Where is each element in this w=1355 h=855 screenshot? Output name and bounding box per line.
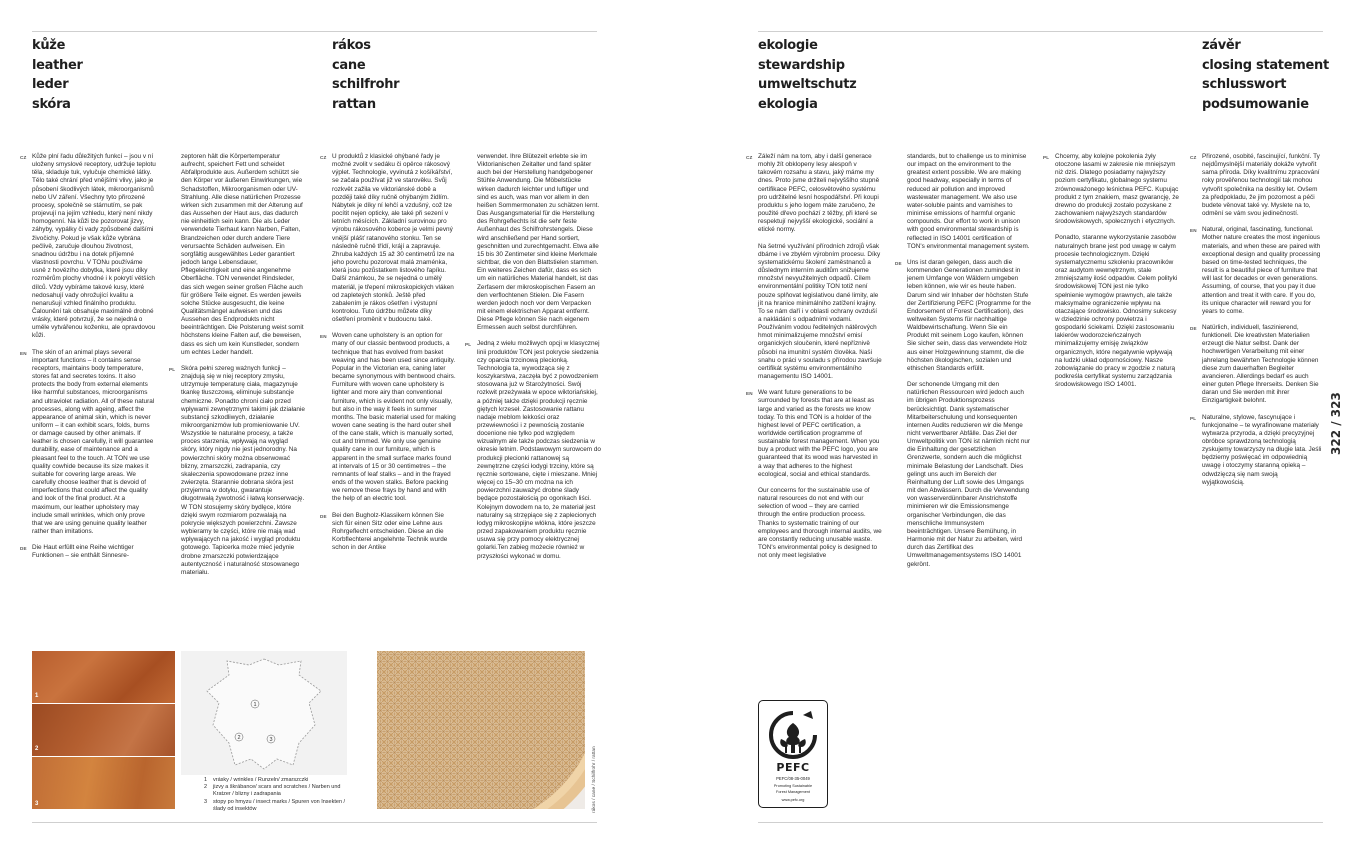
diagram-number-3: 3 xyxy=(269,737,273,743)
leather-number-1: 1 xyxy=(35,693,39,699)
rattan-caption: rákos / cane / Schilfrohr / rattan xyxy=(592,746,597,813)
legend-item: 2 jizvy a škrábance/ scars and scratches / Narben und Kratzer / blizny i zadrapania xyxy=(204,784,341,798)
language-tag: DE xyxy=(20,546,27,552)
paragraph-text: Woven cane upholstery is an option for many of our classic bentwood products, a technique that has evolved from basket weaving and has been used since antiquity. Popular in the Victorian era, caning later became synonymous with bentwood chairs. Furniture with woven cane upholstery is lighter and more airy than conventional furniture, which is evident not only visually, but also in the way it feels in summer months. The basic material used for making woven cane seating is the hard outer shell of the cane stalk, which is manually sorted, cut and trimmed. We only use genuine quality cane in our furniture, which is apparent in the small surface marks found at intervals of 15 or 30 centimetres – the remnants of leaf stalks – and in the frayed ends of the woven stalks. Before packing we remove these frays by hand and with the help of an electric tool. xyxy=(332,332,456,503)
paragraph xyxy=(320,511,456,553)
text-column-ecology-1 xyxy=(746,153,882,568)
paragraph xyxy=(907,153,1031,251)
paragraph-text: We want future generations to be surrounded by forests that are at least as large and varied as the forests we know today. To this end TON is a holder of the highest level of PEFC certification, a worldwide certification programme of sustainable forest management. When you buy a product with the PEFC logo, you are guaranteed that its wood was harvested in a way that adheres to the highest ecological, social and ethical standards. xyxy=(758,389,880,478)
pefc-brand: PEFC xyxy=(776,761,810,774)
paragraph xyxy=(1055,234,1179,389)
pefc-tree-icon xyxy=(767,709,819,761)
language-tag: CZ xyxy=(320,155,327,160)
paragraph-text: verwendet. Ihre Blütezeit erlebte sie im Viktorianischen Zeitalter und fand später auch bei der Herstellung handgebogener Stühle Anwendung. Die Möbelstücke wirken dadurch leichter und luftiger und sind es auch, was man vor allem in den heißen Sommermonaten zu schätzen lernt. Das Ausgangsmaterial für die Herstellung des Rohrgeflechts ist die sehr feste Außenhaut des Schilfrohrstengels. Diese wird anschließend per Hand sortiert, geschnitten und zurechtgemacht. Etwa alle 15 bis 30 Zentimeter sind kleine Merkmale sichtbar, die von den Blattstielen stammen. Ein weiteres Zeichen dafür, dass es sich um ein natürliches Material handelt, ist das Zerfasern der mikroskopischen Fasern an den verflochtenen Stielen. Die Fasern werden jedoch noch vor dem Verpacken mit einem elektrischen Apparat entfernt. Diese Pflege können Sie nach eigenem Ermessen auch selbst durchführen. xyxy=(477,153,600,332)
paragraph xyxy=(1190,226,1322,316)
leather-number-3: 3 xyxy=(35,801,39,807)
page-numbers: 322 / 323 xyxy=(1329,392,1343,455)
paragraph-text: Záleží nám na tom, aby i další generace mohly žít obklopeny lesy alespoň v takovém rozsahu a stavu, jaký máme my dnes. Proto jsme držiteli nejvyššího stupně certifikace PEFC, celosvětového systému pro udržitelné lesní hospodářství. Při koupi produktu s jeho logem máte zaručeno, že použité dřevo pochází z těžby, při které se respektují nejvyšší ekologické, sociální a etické normy. xyxy=(758,153,880,234)
leather-legend xyxy=(204,777,354,813)
paragraph-text: Na šetrné využívání přírodních zdrojů však dbáme i ve zbylém výrobním procesu. Díky systematickému školení zaměstnanců a důslednym interním auditům snižujeme množství nevyužitelných odpadů. Cílem environmentální politiky TON totiž není pouze splňovat legislativou dané limity, ale jít na hranice minimálního zatížení krajiny. To se nám daří i v oblasti ochrany ovzduší a nakládání s odpadními vodami. Používáním vodou ředitelných nátěrových hmot minimalizujeme množství emisí organických sloučenin, které nepříznivě působí na imunitní systém člověka. Naši snahu o práci v souladu s přírodou završuje certifikát systému environmentálního managementu ISO 14001. xyxy=(758,242,882,381)
top-rule-left xyxy=(32,31,597,32)
text-column-leather-2 xyxy=(169,153,305,585)
language-tag: CZ xyxy=(1190,155,1197,160)
language-tag: DE xyxy=(320,513,327,519)
text-column-cane-1 xyxy=(320,153,456,560)
language-tag: PL xyxy=(1043,155,1050,160)
heading-leather: kůže leather leder skóra xyxy=(32,38,83,112)
paragraph xyxy=(320,332,456,503)
paragraph-text: Our concerns for the sustainable use of natural resources do not end with our selection of wood – they are carried through the entire production process. Thanks to systematic training of our employees and thorough internal audits, we are constantly reducing unusable waste. TON's environmental policy is designed to not only meet legislative xyxy=(758,486,882,560)
paragraph xyxy=(1190,323,1322,406)
leather-strip-2 xyxy=(32,704,175,756)
paragraph xyxy=(169,364,305,577)
paragraph xyxy=(907,381,1031,569)
paragraph xyxy=(20,348,156,537)
paragraph xyxy=(746,153,882,235)
paragraph xyxy=(895,258,1031,373)
language-tag: CZ xyxy=(20,155,27,160)
paragraph xyxy=(758,487,882,560)
paragraph-text: Naturalne, stylowe, fascynujące i funkcjonalne – te wyrafinowane materiały wytwarza przyroda, a dzięki precyzyjnej obróbce sprawdzoną technologią zyskujemy towarzyszy na długie lata. Jeśli będziemy poświęcać im odpowiednią uwagę i otoczymy staranną opieką – odwdzięczą się nam swoją wyjątkowością. xyxy=(1202,413,1322,486)
bottom-rule-right xyxy=(758,822,1323,823)
paragraph-text: standards, but to challenge us to minimise our impact on the environment to the greatest extent possible. We are making good headway, especially in terms of reduced air pollution and improved wastewater management. We also use water-soluble paints and varnishes to minimise emissions of harmful organic compounds. Our effort to work in unison with good environmental stewardship is reflected in ISO 14001 certification of TON's environmental management system. xyxy=(907,153,1030,250)
pefc-url: www.pefc.org xyxy=(781,798,805,802)
language-tag: DE xyxy=(895,260,902,266)
paragraph xyxy=(20,153,156,341)
paragraph-text: Der schonende Umgang mit den natürlichen Ressourcen wird jedoch auch im übrigen Produktionsprozess berücksichtigt. Dank systematischer Mitarbeiterschulung und konsequenten internen Audits reduzieren wir die Menge nicht verwertbarer Abfälle. Das Ziel der Umweltpolitik von TON ist nämlich nicht nur die Einhaltung der gesetzlichen Grenzwerte, sondern auch die möglichst minimale Belastung der Landschaft. Dies gelingt uns auch im Bereich der Reinhaltung der Luft sowie des Umgangs mit den Abwässern. Durch die Verwendung von wasserverdünnbarer Anstrichstoffe minimieren wir die Emissionsmenge organischer Verbindungen, die das menschliche Immunsystem beeinträchtigen. Unsere Bemühung, in Harmonie mit der Natur zu arbeiten, wird durch das Zertifikat des Umweltmanagementsystems ISO 14001 gekrönt. xyxy=(907,381,1031,568)
pefc-code: PEFC/08-35-0049 xyxy=(776,776,810,781)
paragraph xyxy=(746,389,882,479)
language-tag: CZ xyxy=(746,155,753,160)
text-column-cane-2 xyxy=(465,153,601,569)
rattan-photo xyxy=(377,651,585,809)
bottom-rule-left xyxy=(32,822,597,823)
paragraph-text: zeptoren hält die Körpertemperatur aufrecht, speichert Fett und scheidet Abfallprodukte aus. Außerdem schützt sie den Körper vor äußeren Einwirkungen, wie Schadstoffen, Mikroorganismen oder UV-Strahlung. Alle diese natürlichen Prozesse wirken sich zusammen mit der Alterung auf das Aussehen der Haut aus, das dadurch nie einheitlich sein kann. Die als Leder verwendete Tierhaut kann Narben, Falten, Brandzeichen oder durch andere Tiere verursachte Schäden aufweisen. Ein sorgfältig ausgewähltes Leder garantiert jedoch lange Lebensdauer, Pflegeleichtigkeit und eine angenehme Oberfläche. TON verwendet Rindsleder, das sich wegen seiner großen Fläche auch für größere Teile eignet. Es werden jeweils solche Stücke ausgesucht, die keine Qualitätsmängel aufweisen und das Aussehen des Endprodukts nicht beeinträchtigen. Die Polsterung weist somit höchstens kleine Falten auf, die beweisen, dass es sich um kein Kunstleder, sondern um echtes Leder handelt. xyxy=(181,153,304,356)
paragraph xyxy=(1190,413,1322,487)
heading-conclusion: závěr closing statement schlusswort podsumowanie xyxy=(1202,38,1329,112)
legend-item: 3 stopy po hmyzu / insect marks / Spuren von Insekten / ślady od insektów xyxy=(204,798,346,812)
paragraph-text: Skóra pełni szereg ważnych funkcji – znajdują się w niej receptory zmysłu, utrzymuje temperaturę ciała, magazynuje tkankę tłuszczową, eliminuje substancje chemiczne. Ponadto chroni ciało przed wpływami zewnętrznymi takimi jak działanie substancji szkodliwych, działanie mikroorganizmów lub promieniowanie UV. Wszystkie te naturalne procesy, a także proces starzenia, wpływają na wygląd skóry, który nigdy nie jest jednorodny. Na powierzchni skóry można obserwować blizny, zmarszczki, zadrapania, czy skaleczenia spowodowane przez inne zwierzęta. Starannie dobrana skóra jest przyjemna w dotyku, gwarantuje długotrwałą żywotność i łatwą konserwację. W TON stosujemy skóry bydlęce, które dzięki swym rozmiarom pozwalają na pokrycie większych powierzchni. Zawsze wybieramy te części, które nie mają wad wpływających na jakość i wygląd produktu gotowego. Tapicerka może mieć jedynie drobne zmarszczki potwierdzające autentyczność i naturalność stosowanego materiału. xyxy=(181,364,305,576)
paragraph-text: Přirozené, osobité, fascinující, funkční. Ty nejdůmyslnější materiály dokáže vytvořit sama příroda. Díky kvalitnímu zpracování roky prověřenou technologií tak mohou vytvořit společnika na desítky let. Ovšem za předpokladu, že jim pozornost a péči budete věnovat také vy. Myslete na to, odmění se vám svou jedinečností. xyxy=(1202,153,1320,218)
language-tag: PL xyxy=(169,366,176,372)
paragraph-text: Natürlich, individuell, faszinierend, funktionell. Die kreativsten Materialien erzeugt die Natur selbst. Dank der hochwertigen Verarbeitung mit einer jahrelang bewährten Technologie können diese zum dauerhaften Begleiter avancieren. Allerdings bedarf es auch einer guten Pflege Ihrerseits. Denken Sie daran und Sie werden mit ihrer Einzigartigkeit belohnt. xyxy=(1202,323,1319,405)
hide-diagram xyxy=(181,651,347,775)
leather-strip-1 xyxy=(32,651,175,703)
paragraph-text: The skin of an animal plays several important functions – it contains sense receptors, maintains body temperature, stores fat and secretes toxins. It also protects the body from external elements like harmful substances, microorganisms and ultraviolet radiation. All of these natural processes, along with ageing, affect the appearance of animal skin, which is never uniform – it can exhibit scars, folds, burns or damage caused by other animals. If leather is chosen carefully, it will guarantee durability, ease of maintenance and a pleasant feel to the touch. At TON we use quality cowhide because its size makes it suitable for covering large areas. We carefully choose leather that is devoid of imperfections that could affect the quality and look of the final product. At a maximum, our leather upholstery may include small wrinkles, which only prove that we are using genuine quality leather rather than imitations. xyxy=(32,348,155,536)
paragraph-text: Ponadto, staranne wykorzystanie zasobów naturalnych brane jest pod uwagę w całym procesie technologicznym. Dzięki systematycznemu szkoleniu pracowników oraz audytom wewnętrznym, stale zmniejszamy ilość odpadów. Celem polityki środowiskowej TON jest nie tylko spełnienie wymogów prawnych, ale także maksymalne ograniczenie wpływu na otaczające środowisko. Odnosimy sukcesy w dziedzinie ochrony powietrza i gospodarki ściekami. Dzięki zastosowaniu lakierów wodorozcieńczalnych minimalizujemy emisję związków organicznych, które negatywnie wpływają na ludzki układ odpornościowy. Nasze zobowiązanie do pracy w zgodzie z naturą podkreśla certyfikat systemu zarządzania środowiskowego ISO 14001. xyxy=(1055,234,1178,389)
paragraph-text: Bei den Bugholz-Klassikern können Sie sich für einen Sitz oder eine Lehne aus Rohrgeflecht entscheiden. Diese an die Korbflechterei angelehnte Technik wurde schon in der Antike xyxy=(332,511,448,552)
paragraph-text: Jedną z wielu możliwych opcji w klasycznej linii produktów TON jest pokrycie siedzenia czy oparcia trzcinową plecionką. Technologia ta, wywodząca się z koszykarstwa, zaczęła być z powodzeniem stosowana już w Starożytności. Swój rozkwit przeżywała w epoce wiktoriańskiej, a później także dzięki produkcji ręcznie giętych krzeseł. Zastosowanie rattanu nadaje meblom lekkości oraz przewiewności i z pewnością zostanie docenione nie tylko pod względem wizualnym ale także podczas siedzenia w okresie letnim. Podstawowym surowcem do produkcji plecionki rattanowej są zewnętrzne części łodygi trzciny, które są ręcznie sortowane, cięte i mieszane. Mniej więcej co 15–30 cm można na ich powierzchni zauważyć drobne ślady będące pozostałością po ogonkach liści. Kolejnym dowodem na to, że materiał jest naturalny są strzępiące się z zaplecionych łodyg mikroskopijne włókna, które jeszcze przed zapakowaniem produktu ręcznie usuwa się przy pomocy elektrycznej golarki.Ten zabieg możecie również w przyszłości wykonać w domu. xyxy=(477,340,601,560)
leather-photo xyxy=(32,651,175,809)
language-tag: PL xyxy=(465,342,472,348)
legend-item: 1 vrásky / wrinkles / Runzeln/ zmarszczki xyxy=(204,777,309,783)
paragraph xyxy=(20,544,156,560)
top-rule-right xyxy=(758,31,1323,32)
language-tag: EN xyxy=(746,391,753,397)
paragraph xyxy=(1043,153,1179,226)
paragraph-text: Chcemy, aby kolejne pokolenia żyły otoczone lasami w zakresie nie mniejszym niż dziś. Dlatego posiadamy najwyższy poziom certyfikatu, globalnego systemu zrównoważonego leśnictwa PEFC. Kupując produkt z tym znakiem, masz gwarancję, że drewno do produkcji zostało pozyskane z zachowaniem najwyższych standardów środowiskowych, społecznych i etycznych. xyxy=(1055,153,1179,226)
language-tag: EN xyxy=(320,334,327,340)
paragraph-text: Die Haut erfüllt eine Reihe wichtiger Funktionen – sie enthält Sinnesre- xyxy=(32,544,134,560)
heading-cane: rákos cane schilfrohr rattan xyxy=(332,38,400,112)
paragraph-text: Kůže plní řadu důležitých funkcí – jsou v ní uloženy smyslové receptory, udržuje teplotu těla, skladuje tuk, vylučuje chemické látky. Tělo také chrání před vnějšími vlivy, jako je působení škodlivých látek, mikroorganismů nebo UV záření. Všechny tyto přirozené procesy, společně se stárnutím, se pak projevují na jejím vzhledu, který není nikdy homogenní. Na kůži lze pozorovat jizvy, záhyby, vypálky či vady způsobené dalšími živočichy. Pokud je však kůže vybrána pečlivě, zaručuje dlouhou životnost, snadnou údržbu i na dotek příjemné vlastnosti povrchu. V TONu používáme usně z hovězího dobytka, které jsou díky rozměrům plochy vhodné i k pokrytí větších dílců. Vždy vybíráme takové kusy, které nedosahují vady ohrožující kvalitu a nenarušují vzhled finálního produktu. Čalounění tak obsahuje maximálně drobné vrásky, které potvrzují, že se nejedná o uměle vytvářenou koženku, ale opravdovou kůži. xyxy=(32,153,156,340)
paragraph xyxy=(1190,153,1322,218)
text-column-ecology-3 xyxy=(1043,153,1179,397)
pefc-line-2: Forest Management xyxy=(776,790,810,794)
heading-ecology: ekologie stewardship umweltschutz ekologia xyxy=(758,38,857,112)
text-column-leather-1 xyxy=(20,153,156,569)
paragraph xyxy=(758,243,882,382)
text-column-ecology-2 xyxy=(895,153,1031,577)
paragraph xyxy=(465,340,601,560)
pefc-line-1: Promoting Sustainable xyxy=(773,784,813,788)
language-tag: PL xyxy=(1190,415,1197,421)
leather-number-2: 2 xyxy=(35,746,39,752)
diagram-number-1: 1 xyxy=(253,702,257,708)
paragraph-text: U produktů z klasické ohýbané řady je možné zvolit v sedáku či opěrce rákosový výplet. Technologie, vyvinutá z košíkářství, se začala používat již ve starověku. Svůj rozkvět zažila ve viktoriánské době a později také díky ručně ohýbaným židlím. Nábytek je díky ní lehčí a vzdušný, což lze pocítit nejen opticky, ale také při sezení v letních měsících. Základní surovinou pro výrobu rákosového koberce je velmi pevný vnější plášť ratanového stonku. Ten se následně ručně třídí, krájí a zapravuje. Zhruba každých 15 až 30 centimetrů lze na jeho povrchu pozorovat malá znaménka, která jsou pozůstatkem listového řapíku. Další známkou, že se nejedná o umělý materiál, je třepení mikroskopických vláken od zapleteých stonků. Ještě před zabalením je rákos ošetřen i výstupní kontrolou. Tuto údržbu můžete díky ošetření proměnit v budoucnu také. xyxy=(332,153,455,324)
paragraph-text: Natural, original, fascinating, functional. Mother nature creates the most ingenious materials, and when these are paired with exceptional design and quality processing based on time-tested techniques, the result is a beautiful piece of furniture that will last for decades or even generations. Assuming, of course, that you pay it due attention and treat it with care. If you do, its unique character will reward you for years to come. xyxy=(1202,226,1321,315)
leather-strip-3 xyxy=(32,757,175,809)
hide-outline-icon xyxy=(181,651,347,775)
text-column-conclusion xyxy=(1190,153,1322,495)
diagram-number-2: 2 xyxy=(237,735,241,741)
language-tag: DE xyxy=(1190,325,1197,331)
language-tag: EN xyxy=(20,350,27,356)
paragraph xyxy=(320,153,456,324)
paragraph xyxy=(181,153,305,357)
paragraph xyxy=(477,153,601,332)
paragraph-text: Uns ist daran gelegen, dass auch die kommenden Generationen zumindest in jenem Umfange von Wäldern umgeben leben können, wie wir es heute haben. Darum sind wir Inhaber der höchsten Stufe der Zertifizierung PEFC (Programme for the Endorsement of Forest Certification), des weltweiten Systems für nachhaltige Waldbewirtschaftung. Wenn Sie ein Produkt mit seinem Logo kaufen, können Sie sicher sein, dass das verwendete Holz aus einer Holzgewinnung stammt, die die höchsten ökologischen, sozialen und ethischen Standards erfüllt. xyxy=(907,258,1031,372)
language-tag: EN xyxy=(1190,228,1197,234)
rattan-weave-image xyxy=(377,651,585,809)
pefc-certification-logo xyxy=(758,700,828,808)
